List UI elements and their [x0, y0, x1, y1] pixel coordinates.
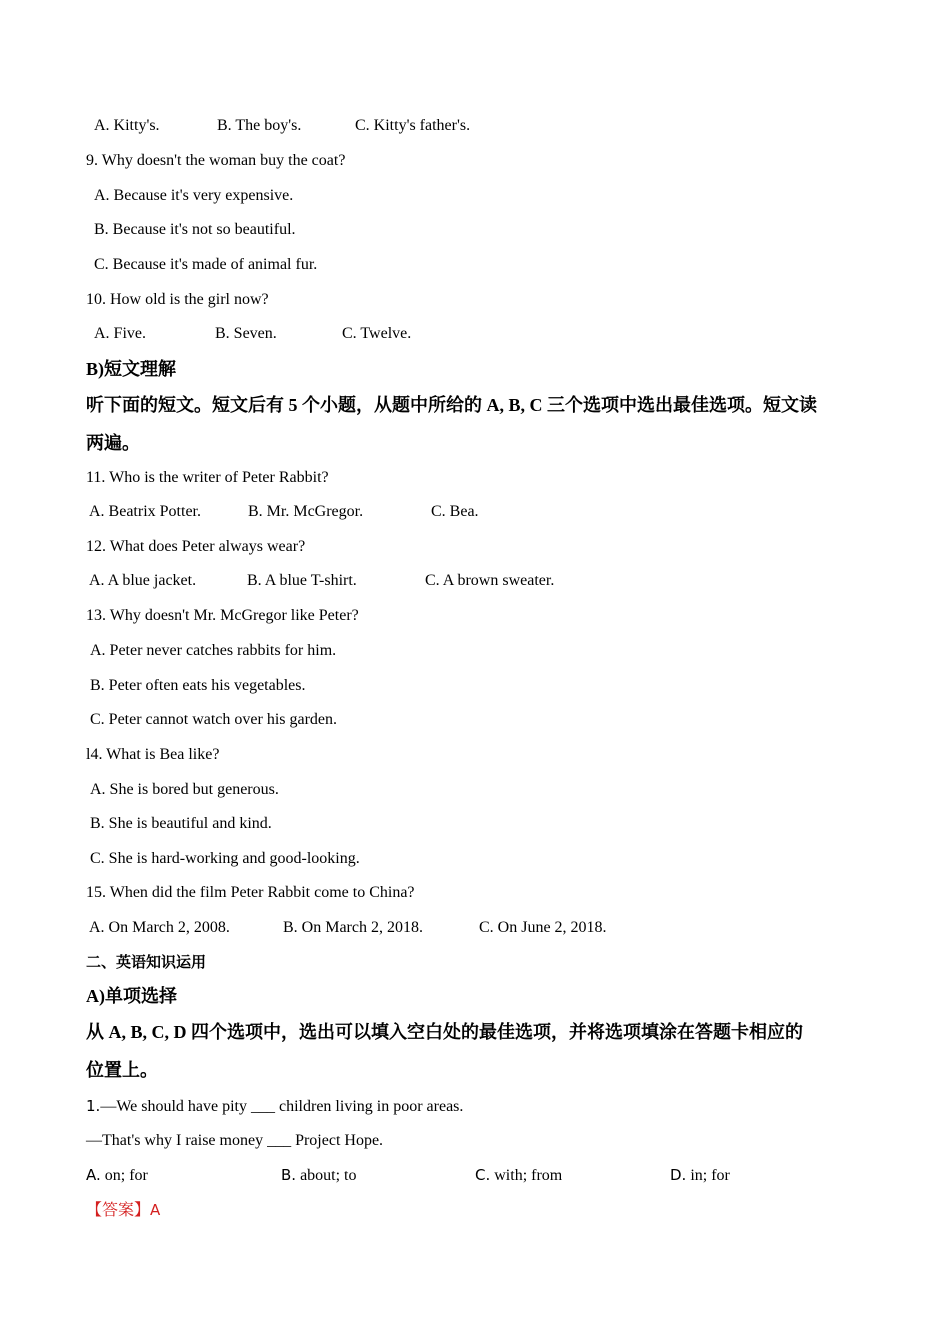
- mc1-answer-value: A: [150, 1201, 161, 1219]
- q10-option-a: A. Five.: [94, 325, 146, 342]
- mc1-option-b-text: about; to: [300, 1167, 357, 1184]
- q11-option-b: B. Mr. McGregor.: [248, 503, 364, 520]
- q12-option-a: A. A blue jacket.: [89, 572, 197, 589]
- mc1-number: 1.: [86, 1097, 101, 1115]
- q12-question: 12. What does Peter always wear?: [86, 538, 306, 555]
- q10-question: 10. How old is the girl now?: [86, 291, 269, 308]
- q9-option-a: A. Because it's very expensive.: [94, 187, 294, 204]
- q9-option-b: B. Because it's not so beautiful.: [94, 221, 296, 238]
- q8-option-c: C. Kitty's father's.: [355, 117, 471, 134]
- section-b-title: B)短文理解: [86, 359, 176, 379]
- q15-option-b: B. On March 2, 2018.: [283, 919, 423, 936]
- q13-option-a: A. Peter never catches rabbits for him.: [90, 642, 337, 659]
- q11-option-c: C. Bea.: [431, 503, 479, 520]
- mc1-option-d: [670, 1165, 730, 1186]
- q9-question: 9. Why doesn't the woman buy the coat?: [86, 152, 346, 169]
- q13-question: 13. Why doesn't Mr. McGregor like Peter?: [86, 607, 359, 624]
- mc1-option-c: [475, 1165, 562, 1186]
- mc1-option-d-letter: D.: [670, 1166, 687, 1184]
- q13-option-b: B. Peter often eats his vegetables.: [90, 677, 306, 694]
- mc1-option-b-letter: B.: [281, 1166, 297, 1184]
- q15-question: 15. When did the film Peter Rabbit come to China?: [86, 884, 415, 901]
- q14-option-c: C. She is hard-working and good-looking.: [90, 850, 360, 867]
- mc1-option-c-text: with; from: [494, 1167, 563, 1184]
- q14-question: l4. What is Bea like?: [86, 746, 220, 763]
- q12-option-c: C. A brown sweater.: [425, 572, 555, 589]
- part2-title: 二、英语知识运用: [86, 955, 207, 971]
- section-a-instruction-line2: 位置上。: [86, 1060, 158, 1080]
- section-b-instruction-line1: 听下面的短文。短文后有 5 个小题，从题中所给的 A, B, C 三个选项中选出最佳选项。短文读: [86, 395, 818, 415]
- mc1-answer-label: 【答案】: [86, 1202, 151, 1219]
- mc1-line2: —That's why I raise money ___ Project Hope.: [86, 1132, 384, 1149]
- q12-option-b: B. A blue T-shirt.: [247, 572, 357, 589]
- mc1-option-a-text: on; for: [104, 1167, 148, 1184]
- q13-option-c: C. Peter cannot watch over his garden.: [90, 711, 338, 728]
- q14-option-b: B. She is beautiful and kind.: [90, 815, 272, 832]
- mc1-option-d-text: in; for: [690, 1167, 730, 1184]
- mc1-option-a-letter: A.: [86, 1166, 101, 1184]
- q9-option-c: C. Because it's made of animal fur.: [94, 256, 318, 273]
- section-a-instruction-line1: 从 A, B, C, D 四个选项中，选出可以填入空白处的最佳选项，并将选项填涂在答题卡相应的: [86, 1022, 803, 1042]
- q11-option-a: A. Beatrix Potter.: [89, 503, 201, 520]
- q10-option-b: B. Seven.: [215, 325, 277, 342]
- q15-option-c: C. On June 2, 2018.: [479, 919, 607, 936]
- mc1-option-a: [86, 1165, 148, 1186]
- q11-question: 11. Who is the writer of Peter Rabbit?: [86, 469, 329, 486]
- q8-option-b: B. The boy's.: [217, 117, 302, 134]
- q10-option-c: C. Twelve.: [342, 325, 412, 342]
- q14-option-a: A. She is bored but generous.: [90, 781, 279, 798]
- section-b-instruction-line2: 两遍。: [86, 433, 140, 453]
- mc1-stem-1: —We should have pity ___ children living in poor areas.: [100, 1098, 464, 1115]
- mc1-answer: [86, 1200, 160, 1221]
- q8-option-a: A. Kitty's.: [94, 117, 160, 134]
- mc1-option-b: [281, 1165, 357, 1186]
- mc1-line1: [86, 1096, 463, 1117]
- mc1-option-c-letter: C.: [475, 1166, 491, 1184]
- section-a-title: A)单项选择: [86, 986, 177, 1006]
- q15-option-a: A. On March 2, 2008.: [89, 919, 230, 936]
